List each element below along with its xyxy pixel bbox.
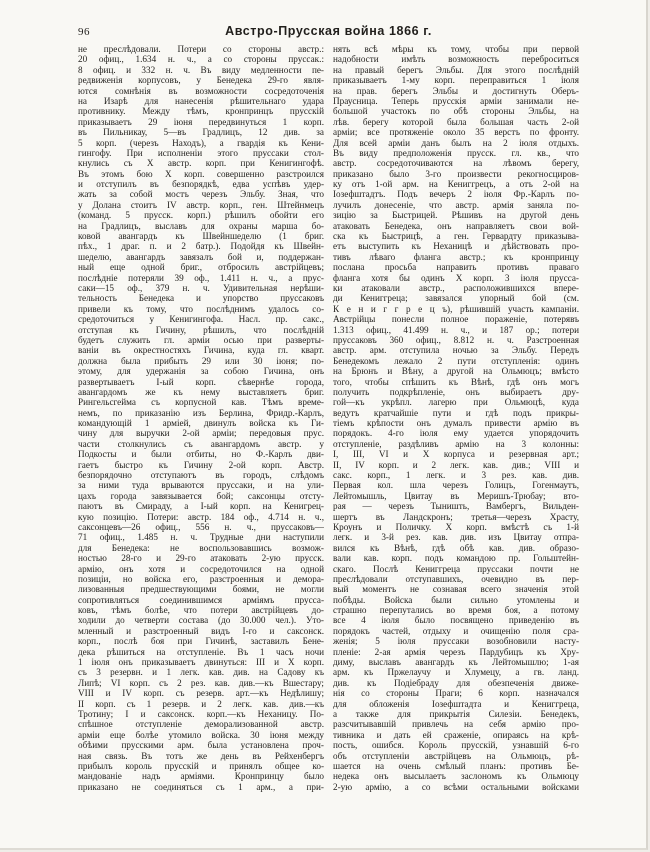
text-line: шается на очень смѣлый планъ: противъ Бе- xyxy=(333,760,579,771)
text-line: саксонцевъ—26 офиц., 556 н. ч., пруссаковъ— xyxy=(78,521,324,532)
text-line: и отступилъ въ безпорядкѣ, едва успѣвъ удер- xyxy=(78,179,324,190)
text-column-left xyxy=(78,44,324,792)
text-line: ки атаковали австр., расположившихся впере- xyxy=(333,282,579,293)
text-line: ваніи въ окрестностяхъ Гичина, куда гл. кварт. xyxy=(78,345,324,356)
text-line: развертываетъ I-ый корп. сѣвернѣе города, xyxy=(78,376,324,387)
text-line: Праусница. Теперь прусскія арміи занимали не- xyxy=(333,95,579,106)
text-line: Лейтомышль, Цвитау въ Меришъ-Трюбау; вто- xyxy=(333,490,579,501)
text-line: Подкосты и были отбиты, но Ф.-Карлъ дви- xyxy=(78,449,324,460)
text-line: фланга хотя бы одинъ X корп. 3 іюля прусса- xyxy=(333,272,579,283)
text-line: получить подкрѣпленіе, онъ выбираетъ дру- xyxy=(333,386,579,397)
text-line: побѣды. Войска были сильно утомлены и xyxy=(333,594,579,605)
text-line: зицію за Быстрицей. Рѣшивъ на другой день xyxy=(333,210,579,221)
text-line: спѣшное отступленіе деморализованной австр. xyxy=(78,719,324,730)
text-line: привели къ тому, что послѣднимъ удалось со- xyxy=(78,303,324,314)
text-line: етъ выступить къ Неханицѣ и дѣйствовать про- xyxy=(333,241,579,252)
text-line: командующій 1 арміей, двинулъ войска къ Ги- xyxy=(78,418,324,429)
text-line: порядокъ. 4-го іюля ему удается упорядочить xyxy=(333,428,579,439)
text-line: лѣв. берегу которой была большая часть 2-ой xyxy=(333,116,579,127)
text-line: прибылъ король прусскій и принялъ общее ко- xyxy=(78,760,324,771)
text-line: шертъ въ Ландскронъ; третья—черезъ Храсту, xyxy=(333,511,579,522)
text-line: Кроунъ и Поличку. X корп. вмѣстѣ съ 1-й xyxy=(333,521,579,532)
page-number: 96 xyxy=(78,26,90,38)
text-line: Тротину; I и саксонск. корп.—къ Неханицу. По- xyxy=(78,709,324,719)
running-title: Австро-Прусская война 1866 г. xyxy=(225,24,432,38)
text-line: противнику. Между тѣмъ, кронпринцъ прусскій xyxy=(78,106,324,117)
text-line: разсчитывавшій привлечь на себя армію про- xyxy=(333,719,579,730)
text-line: Въ виду предположенія прусск. гл. кв., что xyxy=(333,147,579,158)
text-line: все 4 іюля было посвящено приведенію въ xyxy=(333,615,579,626)
text-line: у Долана стоитъ IV австр. корп., ген. Штейнмецъ xyxy=(78,199,324,210)
text-line: II, IV корп. и 2 легк. кав. див.; VIII и xyxy=(333,459,579,470)
text-line: авангардомъ же къ нему выставляетъ бриг. xyxy=(78,386,324,397)
text-line: армію, онъ хотя и сосредоточился на одной xyxy=(78,563,324,574)
text-line: лизованныя предшествующими боями, не могли xyxy=(78,584,324,595)
text-line: пруссаковъ 360 офиц., 8.812 н. ч. Разстроенная xyxy=(333,334,579,345)
text-line: средоточиться у Кенигингофа. Насл. пр. сакс., xyxy=(78,314,324,325)
text-line: кую позицію. Потери: австр. 184 оф., 4.714 н. ч., xyxy=(78,511,324,522)
text-line: сопротивляться соединившимся арміямъ прусса- xyxy=(78,594,324,605)
text-line: вали кав. корп. подъ командою пр. Гольштейн- xyxy=(333,553,579,564)
text-line: 1 іюля онъ приказываетъ двинуться: III и X корп. xyxy=(78,657,324,668)
text-line: приказываетъ 29 іюня передвинуться 1 корп. xyxy=(78,116,324,127)
text-line: ная связь. Въ тотъ же день въ Рейхенбергъ xyxy=(78,750,324,761)
text-line: дека рѣшиться на отступленіе. Въ 1 часъ ночи xyxy=(78,646,324,657)
text-line: ются сомнѣнія въ возможности сосредоточенія xyxy=(78,85,324,96)
text-line: Первая кол. шла черезъ Голицъ, Гогенмаутъ, xyxy=(333,480,579,491)
text-line: женія; 5 іюля пруссаки возобновили насту- xyxy=(333,636,579,647)
text-line: 8 офиц. и 332 н. ч. Въ виду медленности пе- xyxy=(78,64,324,75)
text-line: (команд. 5 прусск. корп.) рѣшилъ обойти его xyxy=(78,210,324,221)
text-line: для обложенія Іозефштадта и Кениггреца, xyxy=(333,698,579,709)
text-line: сакс. корп., 1 легк. и 3 рез. кав. див. xyxy=(333,470,579,481)
text-line: арміи; все протяженіе около 35 верстъ по фронту. xyxy=(333,127,579,138)
text-line: рая — черезъ Тыништь, Вамбергъ, Вильден- xyxy=(333,501,579,512)
text-line: кнулись съ X австр. корп. при Кенигингофѣ. xyxy=(78,158,324,169)
text-line: вился къ Вѣнѣ, гдѣ обѣ кав. див. образо- xyxy=(333,542,579,553)
text-line: за ними туда врываются пруссаки, и на ули- xyxy=(78,480,324,491)
text-line: послѣдніе потеряли 39 оф., 1.411 н. ч., а прус- xyxy=(78,272,324,283)
text-line: послана просьба направить противъ праваго xyxy=(333,262,579,273)
text-column-right xyxy=(333,44,579,792)
text-line: шеделю, авангардъ завязалъ бой и, поддержан- xyxy=(78,251,324,262)
text-line: пленіе: 2-ая армія черезъ Пардубицъ къ Хру- xyxy=(333,646,579,657)
text-line: на Брюнъ и Вѣну, а другой на Ольмюцъ; вмѣсто xyxy=(333,366,579,377)
text-line: скаго. Послѣ Кениггреца пруссаки почти не xyxy=(333,563,579,574)
text-line: тельность Бенедека и упорство пруссаковъ xyxy=(78,293,324,304)
text-line: арміи еще болѣе утомило войска. 30 іюня между xyxy=(78,729,324,740)
text-line: мандованіе надъ арміями. Кронпринцу было xyxy=(78,771,324,782)
text-line: атаковать Бенедека, онъ направляетъ свои вой- xyxy=(333,220,579,231)
text-line: Липѣ; VI корп. съ 2 рез. кав. див.—къ Вшестару; xyxy=(78,677,324,688)
text-line: пость, ошибся. Король прусскій, узнавшій 6-го xyxy=(333,740,579,751)
text-line: Рингельсгейма съ корпусной кав. Тѣмъ време- xyxy=(78,397,324,408)
text-line: ди Кениггреца; завязался упорный бой (см. xyxy=(333,293,579,304)
text-line: приказано не соединяться съ 1 арм., а при- xyxy=(78,781,324,792)
text-line: приказываетъ 1-му корп. переправиться 1 іюля xyxy=(333,75,579,86)
text-line: 1.313 офиц., 41.499 н. ч., и 187 ор.; потери xyxy=(333,324,579,335)
text-line: австр. арм. отступила ночью за Эльбу. Передъ xyxy=(333,345,579,356)
text-line: съ 3 резервн. и 1 легк. кав. див. на Садову къ xyxy=(78,667,324,678)
text-line: ходили до четверти состава (до 30.000 чел.). Уто- xyxy=(78,615,324,626)
text-line: ный еще одной бриг., отбросилъ австрійцевъ; xyxy=(78,262,324,273)
text-line: страшно перепутались во время боя, а потому xyxy=(333,605,579,616)
text-line: должна была прибыть 29 или 30 іюня; по- xyxy=(78,355,324,366)
text-line: на правый берегъ Эльбы. Для этого послѣдній xyxy=(333,64,579,75)
text-line: отступленіе, раздѣливъ армію на 3 колонны: xyxy=(333,438,579,449)
text-line: жать за собой мостъ черезъ Эльбу. Зная, что xyxy=(78,189,324,200)
text-line: на Градлицъ, выславъ для охраны марша бо- xyxy=(78,220,324,231)
text-line: гой—къ укрѣпл. лагерю при Ольмюцѣ, куда xyxy=(333,397,579,408)
text-line: для Бенедека: не воспользовавшись возмож- xyxy=(78,542,324,553)
text-line: ковой авангардъ къ Швейншеделю (1 бриг. xyxy=(78,231,324,242)
text-line: цахъ города завязывается бой; саксонцы отсту- xyxy=(78,490,324,501)
text-line: Для всей арміи данъ былъ на 2 іюля отдыхъ. xyxy=(333,137,579,148)
text-line: лучилъ донесеніе, что австр. армія заняла по- xyxy=(333,199,579,210)
text-line: объ отступленіи австрійцевъ на Ольмюцъ, рѣ- xyxy=(333,750,579,761)
text-line: этому, для удержанія за собою Гичина, онъ xyxy=(78,366,324,377)
text-line: мленный и разстроенный видъ I-го и саксонск. xyxy=(78,625,324,636)
text-line: порядокъ частей, отдыху и очищенію поля сра- xyxy=(333,625,579,636)
text-line: арм. къ Пржелаучу и Хлумецу, а гв. ланд. xyxy=(333,667,579,678)
text-line: немъ, по приказанію изъ Берлина, Фридр.-Карлъ, xyxy=(78,407,324,418)
text-line: ковъ, тѣмъ болѣе, что потери австрійцевъ до- xyxy=(78,605,324,616)
text-line: надобности имѣть возможность переброситься xyxy=(333,54,579,65)
text-line: тіемъ крѣпости онъ думалъ привести армію въ xyxy=(333,418,579,429)
text-line: корп., послѣ боя при Гичинѣ, заставилъ Бене- xyxy=(78,636,324,647)
text-line: нія со стороны Праги; 6 корп. назначался xyxy=(333,688,579,699)
text-line: ку отъ 1-ой арм. на Кениггрецъ, а отъ 2-ой на xyxy=(333,179,579,190)
text-line: 71 офиц., 1.485 н. ч. Трудные дни наступили xyxy=(78,532,324,543)
text-line: 5 корп. (черезъ Находъ), а гвардія къ Кени- xyxy=(78,137,324,148)
text-line: 20 офиц., 1.634 н. ч., а со стороны пруссак.: xyxy=(78,54,324,65)
text-line: на прав. берегъ Эльбы и достигнуть Оберъ- xyxy=(333,85,579,96)
text-line: пѣх., 1 драг. п. и 2 батр.). Подойдя къ Швейн- xyxy=(78,241,324,252)
text-line: позиціи, но войска его, разстроенныя и демора- xyxy=(78,573,324,584)
text-line: гингофу. При исполненіи этого пруссаки стол- xyxy=(78,147,324,158)
text-line: Іозефштадтъ. Подъ вечеръ 2 іюля Фр.-Карлъ по- xyxy=(333,189,579,200)
text-line: Бенедекомъ лежало 2 пути отступленія: одинъ xyxy=(333,355,579,366)
text-line: отступая къ Гичину, рѣшилъ, что послѣдній xyxy=(78,324,324,335)
text-line: недека онъ высылаетъ заслономъ къ Ольмюцу xyxy=(333,771,579,782)
text-line: преслѣдовали отступавшихъ, очевидно въ пер- xyxy=(333,573,579,584)
text-line: части столкнулись съ авангардомъ австр. у xyxy=(78,438,324,449)
text-line: II корп. съ 1 резерв. и 2 легк. кав. див.—къ xyxy=(78,698,324,709)
text-line: обѣими прусскими арм. была установлена проч- xyxy=(78,740,324,751)
text-line: тивника и дать ей сраженіе, опираясь на крѣ- xyxy=(333,729,579,740)
text-line: а также для прикрытія Силезіи. Бенедекъ, xyxy=(333,709,579,719)
text-line: ведутъ кратчайшіе пути и гдѣ подъ прикры- xyxy=(333,407,579,418)
text-line: ностью 28-го и 29-го атаковать 2-ую прусск. xyxy=(78,553,324,564)
text-line: не преслѣдовали. Потери со стороны австр.: xyxy=(78,44,324,54)
text-line: К е н и г г р е ц ъ), рѣшившій участь кампаніи. xyxy=(333,303,579,314)
text-line: див. къ Подіебраду для обезпеченія движе- xyxy=(333,677,579,688)
text-line: Въ этомъ бою X корп. совершенно разстроился xyxy=(78,168,324,179)
text-line: нять всѣ мѣры къ тому, чтобы при первой xyxy=(333,44,579,54)
page-header xyxy=(78,24,579,42)
text-columns xyxy=(78,44,579,792)
text-line: диму, выславъ авангардъ къ Лейтомышлю; 1-ая xyxy=(333,657,579,668)
text-line: паютъ въ Смираду, а I-ый корп. на Кенигрец- xyxy=(78,501,324,512)
text-line: редвиженія корпусовъ, у Бенедека 29-го явля- xyxy=(78,75,324,86)
text-line: вый моментъ не сознавая всего значенія этой xyxy=(333,584,579,595)
text-line: въ Пильникау, 5—въ Градлицъ, 12 див. за xyxy=(78,127,324,138)
text-line: Австрійцы понесли полное пораженіе, потерявъ xyxy=(333,314,579,325)
text-line: на Изарѣ для нанесенія рѣшительнаго удара xyxy=(78,95,324,106)
text-line: приказано было 3-го произвести рекогносциров- xyxy=(333,168,579,179)
text-line: саки—15 оф., 379 н. ч. Удивительная нерѣши- xyxy=(78,282,324,293)
text-line: безпорядочно отступаютъ въ городъ, слѣдомъ xyxy=(78,470,324,481)
text-line: VIII и IV корп. съ резерв. арт.—къ Недѣлишу; xyxy=(78,688,324,699)
text-line: австр. сосредоточиваются на лѣвомъ берегу, xyxy=(333,158,579,169)
text-line: чину для выручки 2-ой арміи; передовыя прус. xyxy=(78,428,324,439)
text-line: 2-ую армію, а со всѣми остальными войсками xyxy=(333,781,579,792)
text-line: гаетъ быстро къ Гичину 2-ой корп. Австр. xyxy=(78,459,324,470)
text-line: легк. и 3-й рез. кав. див. изъ Цвитау отпра- xyxy=(333,532,579,543)
text-line: ска къ Быстрицѣ, а ген. Гервардту приказыва- xyxy=(333,231,579,242)
text-line: большой участокъ по обѣ стороны Эльбы, на xyxy=(333,106,579,117)
text-line: будетъ служить гл. арміи осью при разверты- xyxy=(78,334,324,345)
text-line: того, чтобы спѣшить къ Вѣнѣ, гдѣ онъ могъ xyxy=(333,376,579,387)
text-line: тивъ лѣваго фланга австр.; къ кронпринцу xyxy=(333,251,579,262)
text-line: I, III, VI и X корпуса и резервная арт.; xyxy=(333,449,579,460)
